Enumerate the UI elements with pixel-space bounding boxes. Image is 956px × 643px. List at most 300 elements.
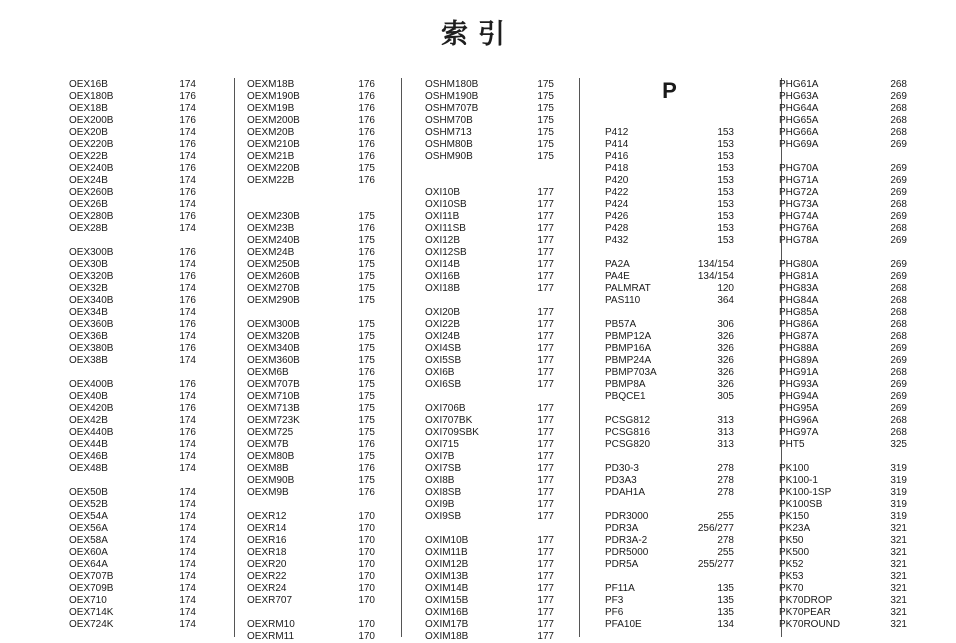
- page-number: 321: [890, 571, 907, 582]
- index-entry: [779, 571, 907, 583]
- page-number: 170: [358, 583, 375, 594]
- index-entry: [779, 439, 907, 451]
- model-code: PHG78A: [779, 235, 819, 246]
- page-number: 177: [537, 559, 554, 570]
- index-entry: [779, 607, 907, 619]
- page-number: 175: [537, 115, 554, 126]
- page-number: 135: [717, 595, 734, 606]
- page-number: 176: [358, 79, 375, 90]
- model-code: PHG66A: [779, 127, 819, 138]
- index-entry: [69, 319, 196, 331]
- index-entry: [69, 271, 196, 283]
- model-code: OEXM22B: [247, 175, 295, 186]
- index-entry: [247, 463, 375, 475]
- page-number: 177: [537, 487, 554, 498]
- model-code: P428: [605, 223, 629, 234]
- index-entry: [779, 187, 907, 199]
- model-code: OEXM290B: [247, 295, 300, 306]
- page-number: 176: [358, 247, 375, 258]
- index-entry: [247, 103, 375, 115]
- page-number: 134: [717, 619, 734, 630]
- page-number: 268: [890, 223, 907, 234]
- model-code: PBMP703A: [605, 367, 657, 378]
- model-code: OXI709SBK: [425, 427, 479, 438]
- index-entry: [605, 235, 734, 247]
- index-entry: [779, 379, 907, 391]
- model-code: P426: [605, 211, 629, 222]
- index-entry: [247, 331, 375, 343]
- page-number: 177: [537, 223, 554, 234]
- model-code: OEX44B: [69, 439, 108, 450]
- page-number: 177: [537, 475, 554, 486]
- index-entry: [779, 235, 907, 247]
- page-number: 278: [717, 463, 734, 474]
- page-number: 153: [717, 127, 734, 138]
- model-code: PHG65A: [779, 115, 819, 126]
- model-code: P422: [605, 187, 629, 198]
- model-code: OEX400B: [69, 379, 114, 390]
- index-entry: [247, 523, 375, 535]
- model-code: PDR3A: [605, 523, 639, 534]
- index-entry: [247, 547, 375, 559]
- page-number: 176: [179, 343, 196, 354]
- page-number: 326: [717, 367, 734, 378]
- model-code: OEX16B: [69, 79, 108, 90]
- model-code: OXIM16B: [425, 607, 469, 618]
- page-number: 134/154: [697, 271, 734, 282]
- index-entry: [425, 499, 554, 511]
- model-code: PK70DROP: [779, 595, 833, 606]
- index-entry: [69, 79, 196, 91]
- index-entry: [605, 211, 734, 223]
- page-number: 269: [890, 175, 907, 186]
- index-entry: [605, 355, 734, 367]
- page-number: 176: [358, 139, 375, 150]
- model-code: PHG70A: [779, 163, 819, 174]
- page-number: 176: [358, 487, 375, 498]
- index-entry: [605, 463, 734, 475]
- page-number: 177: [537, 367, 554, 378]
- page-number: 176: [179, 271, 196, 282]
- model-code: OEX40B: [69, 391, 108, 402]
- page-number: 177: [537, 427, 554, 438]
- model-code: OEXM8B: [247, 463, 289, 474]
- model-code: OEXM300B: [247, 319, 300, 330]
- model-code: OEXM270B: [247, 283, 300, 294]
- model-code: OEX58A: [69, 535, 108, 546]
- model-code: OEX420B: [69, 403, 114, 414]
- model-code: PHG88A: [779, 343, 819, 354]
- page-number: 175: [358, 427, 375, 438]
- model-code: OEXM725: [247, 427, 294, 438]
- index-entry: [605, 535, 734, 547]
- model-code: PHG71A: [779, 175, 819, 186]
- model-code: OEXR18: [247, 547, 287, 558]
- page-number: 174: [179, 619, 196, 630]
- page-number: 326: [717, 331, 734, 342]
- model-code: OXIM12B: [425, 559, 469, 570]
- index-entry: [247, 295, 375, 307]
- index-entry: [69, 523, 196, 535]
- model-code: PB57A: [605, 319, 637, 330]
- index-entry: [605, 223, 734, 235]
- index-entry: [425, 319, 554, 331]
- model-code: OSHM713: [425, 127, 472, 138]
- model-code: PHG81A: [779, 271, 819, 282]
- index-entry: [425, 607, 554, 619]
- model-code: PHG76A: [779, 223, 819, 234]
- model-code: PBQCE1: [605, 391, 646, 402]
- index-entry: [425, 127, 554, 139]
- model-code: OEX707B: [69, 571, 114, 582]
- index-entry: [605, 511, 734, 523]
- page-number: 174: [179, 175, 196, 186]
- model-code: OEXR20: [247, 559, 287, 570]
- model-code: OEXM340B: [247, 343, 300, 354]
- page-number: 177: [537, 595, 554, 606]
- model-code: PBMP8A: [605, 379, 646, 390]
- model-code: OEXM710B: [247, 391, 300, 402]
- page-number: 174: [179, 415, 196, 426]
- model-code: PDR3000: [605, 511, 649, 522]
- page-number: 175: [358, 343, 375, 354]
- index-entry: [69, 187, 196, 199]
- index-entry: [779, 79, 907, 91]
- page-number: 175: [358, 295, 375, 306]
- index-entry: [247, 391, 375, 403]
- page-number: 326: [717, 343, 734, 354]
- index-title: 索引: [441, 19, 515, 49]
- page-number: 268: [890, 415, 907, 426]
- index-entry: [69, 127, 196, 139]
- page-number: 177: [537, 307, 554, 318]
- page-number: 170: [358, 535, 375, 546]
- model-code: OEX18B: [69, 103, 108, 114]
- model-code: PK100SB: [779, 499, 823, 510]
- model-code: OEX300B: [69, 247, 114, 258]
- index-entry: [605, 439, 734, 451]
- index-entry: [425, 247, 554, 259]
- page-number: 325: [890, 439, 907, 450]
- index-entry: [247, 139, 375, 151]
- section-letter-heading: P: [662, 78, 677, 103]
- index-entry: [605, 391, 734, 403]
- index-entry: [425, 487, 554, 499]
- index-entry: [425, 283, 554, 295]
- index-entry: [69, 607, 196, 619]
- model-code: PDAH1A: [605, 487, 646, 498]
- page-number: 177: [537, 499, 554, 510]
- page-number: 177: [537, 607, 554, 618]
- index-entry: [605, 295, 734, 307]
- index-entry: [69, 451, 196, 463]
- index-entry: [779, 559, 907, 571]
- page-number: 174: [179, 127, 196, 138]
- index-entry: [605, 487, 734, 499]
- index-entry: [779, 127, 907, 139]
- page-number: 268: [890, 295, 907, 306]
- index-entry: [425, 211, 554, 223]
- page-number: 175: [358, 259, 375, 270]
- page-number: 170: [358, 559, 375, 570]
- index-entry: [69, 535, 196, 547]
- page-number: 177: [537, 211, 554, 222]
- index-entry: [69, 619, 196, 631]
- model-code: PFA10E: [605, 619, 642, 630]
- model-code: P416: [605, 151, 629, 162]
- page-number: 175: [358, 391, 375, 402]
- index-entry: [605, 271, 734, 283]
- page-number: 177: [537, 283, 554, 294]
- page-number: 313: [717, 439, 734, 450]
- index-entry: [605, 367, 734, 379]
- index-entry: [247, 439, 375, 451]
- model-code: PDR5A: [605, 559, 639, 570]
- page-number: 177: [537, 199, 554, 210]
- page-number: 175: [358, 451, 375, 462]
- page-number: 174: [179, 595, 196, 606]
- index-entry: [247, 319, 375, 331]
- index-entry: [425, 547, 554, 559]
- model-code: OEX340B: [69, 295, 114, 306]
- index-entry: [779, 463, 907, 475]
- page-number: 174: [179, 487, 196, 498]
- index-entry: [247, 427, 375, 439]
- index-entry: [779, 223, 907, 235]
- model-code: OSHM90B: [425, 151, 473, 162]
- model-code: OXI5SB: [425, 355, 462, 366]
- page-number: 153: [717, 151, 734, 162]
- page-number: 321: [890, 547, 907, 558]
- model-code: OXIM17B: [425, 619, 469, 630]
- index-entry: [425, 355, 554, 367]
- index-entry: [69, 331, 196, 343]
- index-entry: [247, 583, 375, 595]
- model-code: OXI11B: [425, 211, 460, 222]
- page-number: 319: [890, 499, 907, 510]
- index-entry: [605, 607, 734, 619]
- page-number: 174: [179, 523, 196, 534]
- model-code: OEXR24: [247, 583, 287, 594]
- index-entry: [69, 151, 196, 163]
- page-number: 175: [358, 235, 375, 246]
- model-code: OEXM190B: [247, 91, 300, 102]
- page-number: 321: [890, 559, 907, 570]
- index-entry: [605, 427, 734, 439]
- index-entry: [605, 199, 734, 211]
- model-code: PD3A3: [605, 475, 637, 486]
- model-code: OEXRM10: [247, 619, 295, 630]
- index-entry: [247, 535, 375, 547]
- page-number: 255: [717, 511, 734, 522]
- page-number: 177: [537, 247, 554, 258]
- page-number: 176: [358, 127, 375, 138]
- index-entry: [247, 175, 375, 187]
- page-number: 177: [537, 511, 554, 522]
- page-number: 268: [890, 115, 907, 126]
- model-code: PBMP24A: [605, 355, 652, 366]
- index-entry: [247, 223, 375, 235]
- model-code: OEXM23B: [247, 223, 295, 234]
- index-entry: [247, 91, 375, 103]
- index-entry: [779, 283, 907, 295]
- page-number: 120: [717, 283, 734, 294]
- model-code: PHG94A: [779, 391, 819, 402]
- index-entry: [425, 451, 554, 463]
- model-code: OEX54A: [69, 511, 108, 522]
- page-number: 269: [890, 355, 907, 366]
- model-code: OEX32B: [69, 283, 108, 294]
- page-number: 174: [179, 451, 196, 462]
- page-number: 268: [890, 307, 907, 318]
- page-number: 177: [537, 355, 554, 366]
- index-entry: [425, 535, 554, 547]
- page-number: 174: [179, 607, 196, 618]
- model-code: OEXR14: [247, 523, 287, 534]
- page-number: 176: [179, 139, 196, 150]
- index-entry: [605, 331, 734, 343]
- model-code: PHG83A: [779, 283, 819, 294]
- index-entry: [425, 271, 554, 283]
- page-number: 135: [717, 607, 734, 618]
- model-code: PHG95A: [779, 403, 819, 414]
- model-code: OEXM18B: [247, 79, 295, 90]
- model-code: OEX22B: [69, 151, 108, 162]
- model-code: PD30-3: [605, 463, 639, 474]
- model-code: OEXM19B: [247, 103, 295, 114]
- model-code: OEX38B: [69, 355, 108, 366]
- model-code: PHG89A: [779, 355, 819, 366]
- page-number: 174: [179, 535, 196, 546]
- page-number: 321: [890, 523, 907, 534]
- page-number: 176: [179, 403, 196, 414]
- index-entry: [425, 583, 554, 595]
- index-entry: [425, 187, 554, 199]
- page-number: 174: [179, 583, 196, 594]
- index-entry: [425, 223, 554, 235]
- index-entry: [69, 379, 196, 391]
- index-entry: [605, 415, 734, 427]
- model-code: PK500: [779, 547, 810, 558]
- index-entry: [69, 139, 196, 151]
- index-entry: [247, 595, 375, 607]
- page-number: 269: [890, 211, 907, 222]
- index-entry: [779, 295, 907, 307]
- page-number: 269: [890, 259, 907, 270]
- model-code: PHG64A: [779, 103, 819, 114]
- model-code: P432: [605, 235, 629, 246]
- index-entry: [69, 559, 196, 571]
- model-code: OEX709B: [69, 583, 114, 594]
- index-entry: [605, 259, 734, 271]
- page-number: 321: [890, 583, 907, 594]
- model-code: OEX42B: [69, 415, 108, 426]
- model-code: OEX28B: [69, 223, 108, 234]
- index-entry: [69, 247, 196, 259]
- page-number: 175: [358, 211, 375, 222]
- page-number: 278: [717, 535, 734, 546]
- index-entry: [69, 283, 196, 295]
- index-entry: [779, 103, 907, 115]
- page-number: 177: [537, 415, 554, 426]
- model-code: PK70PEAR: [779, 607, 831, 618]
- model-code: OXI20B: [425, 307, 461, 318]
- model-code: PK150: [779, 511, 810, 522]
- model-code: OXI8SB: [425, 487, 462, 498]
- model-code: OEXM260B: [247, 271, 300, 282]
- page-number: 153: [717, 187, 734, 198]
- model-code: OEX724K: [69, 619, 114, 630]
- index-entry: [779, 427, 907, 439]
- page-number: 153: [717, 163, 734, 174]
- model-code: OEXRM11: [247, 631, 295, 642]
- index-entry: [69, 115, 196, 127]
- model-code: PHG74A: [779, 211, 819, 222]
- index-entry: [605, 583, 734, 595]
- index-entry: [605, 595, 734, 607]
- model-code: OSHM70B: [425, 115, 473, 126]
- index-entry: [247, 571, 375, 583]
- model-code: PK70ROUND: [779, 619, 841, 630]
- page-number: 177: [537, 343, 554, 354]
- model-code: OEXM707B: [247, 379, 300, 390]
- page-number: 269: [890, 403, 907, 414]
- page-number: 170: [358, 523, 375, 534]
- model-code: OEX380B: [69, 343, 114, 354]
- index-entry: [605, 523, 734, 535]
- page-number: 153: [717, 139, 734, 150]
- page-number: 175: [537, 79, 554, 90]
- index-entry: [605, 283, 734, 295]
- index-entry: [779, 619, 907, 631]
- model-code: OEXM210B: [247, 139, 300, 150]
- model-code: PBMP12A: [605, 331, 652, 342]
- page-number: 319: [890, 511, 907, 522]
- index-entry: [425, 115, 554, 127]
- page-number: 319: [890, 487, 907, 498]
- model-code: OXI12SB: [425, 247, 467, 258]
- index-entry: [247, 271, 375, 283]
- model-code: OEX46B: [69, 451, 108, 462]
- page-number: 177: [537, 619, 554, 630]
- page-number: 177: [537, 451, 554, 462]
- index-entry: [779, 271, 907, 283]
- page-number: 255/277: [697, 559, 734, 570]
- page-number: 255: [717, 547, 734, 558]
- page-number: 174: [179, 511, 196, 522]
- index-entry: [779, 535, 907, 547]
- index-entry: [425, 415, 554, 427]
- page-number: 175: [537, 103, 554, 114]
- page-number: 321: [890, 607, 907, 618]
- page-number: 176: [358, 103, 375, 114]
- index-entry: [69, 259, 196, 271]
- page-number: 175: [537, 91, 554, 102]
- page-number: 176: [179, 295, 196, 306]
- model-code: OXI9B: [425, 499, 455, 510]
- page-number: 174: [179, 463, 196, 474]
- model-code: PHG91A: [779, 367, 819, 378]
- index-entry: [247, 151, 375, 163]
- index-entry: [425, 343, 554, 355]
- page-number: 170: [358, 595, 375, 606]
- index-entry: [605, 379, 734, 391]
- model-code: PK53: [779, 571, 804, 582]
- page-number: 268: [890, 199, 907, 210]
- index-entry: [605, 559, 734, 571]
- page-number: 176: [179, 163, 196, 174]
- index-entry: [247, 235, 375, 247]
